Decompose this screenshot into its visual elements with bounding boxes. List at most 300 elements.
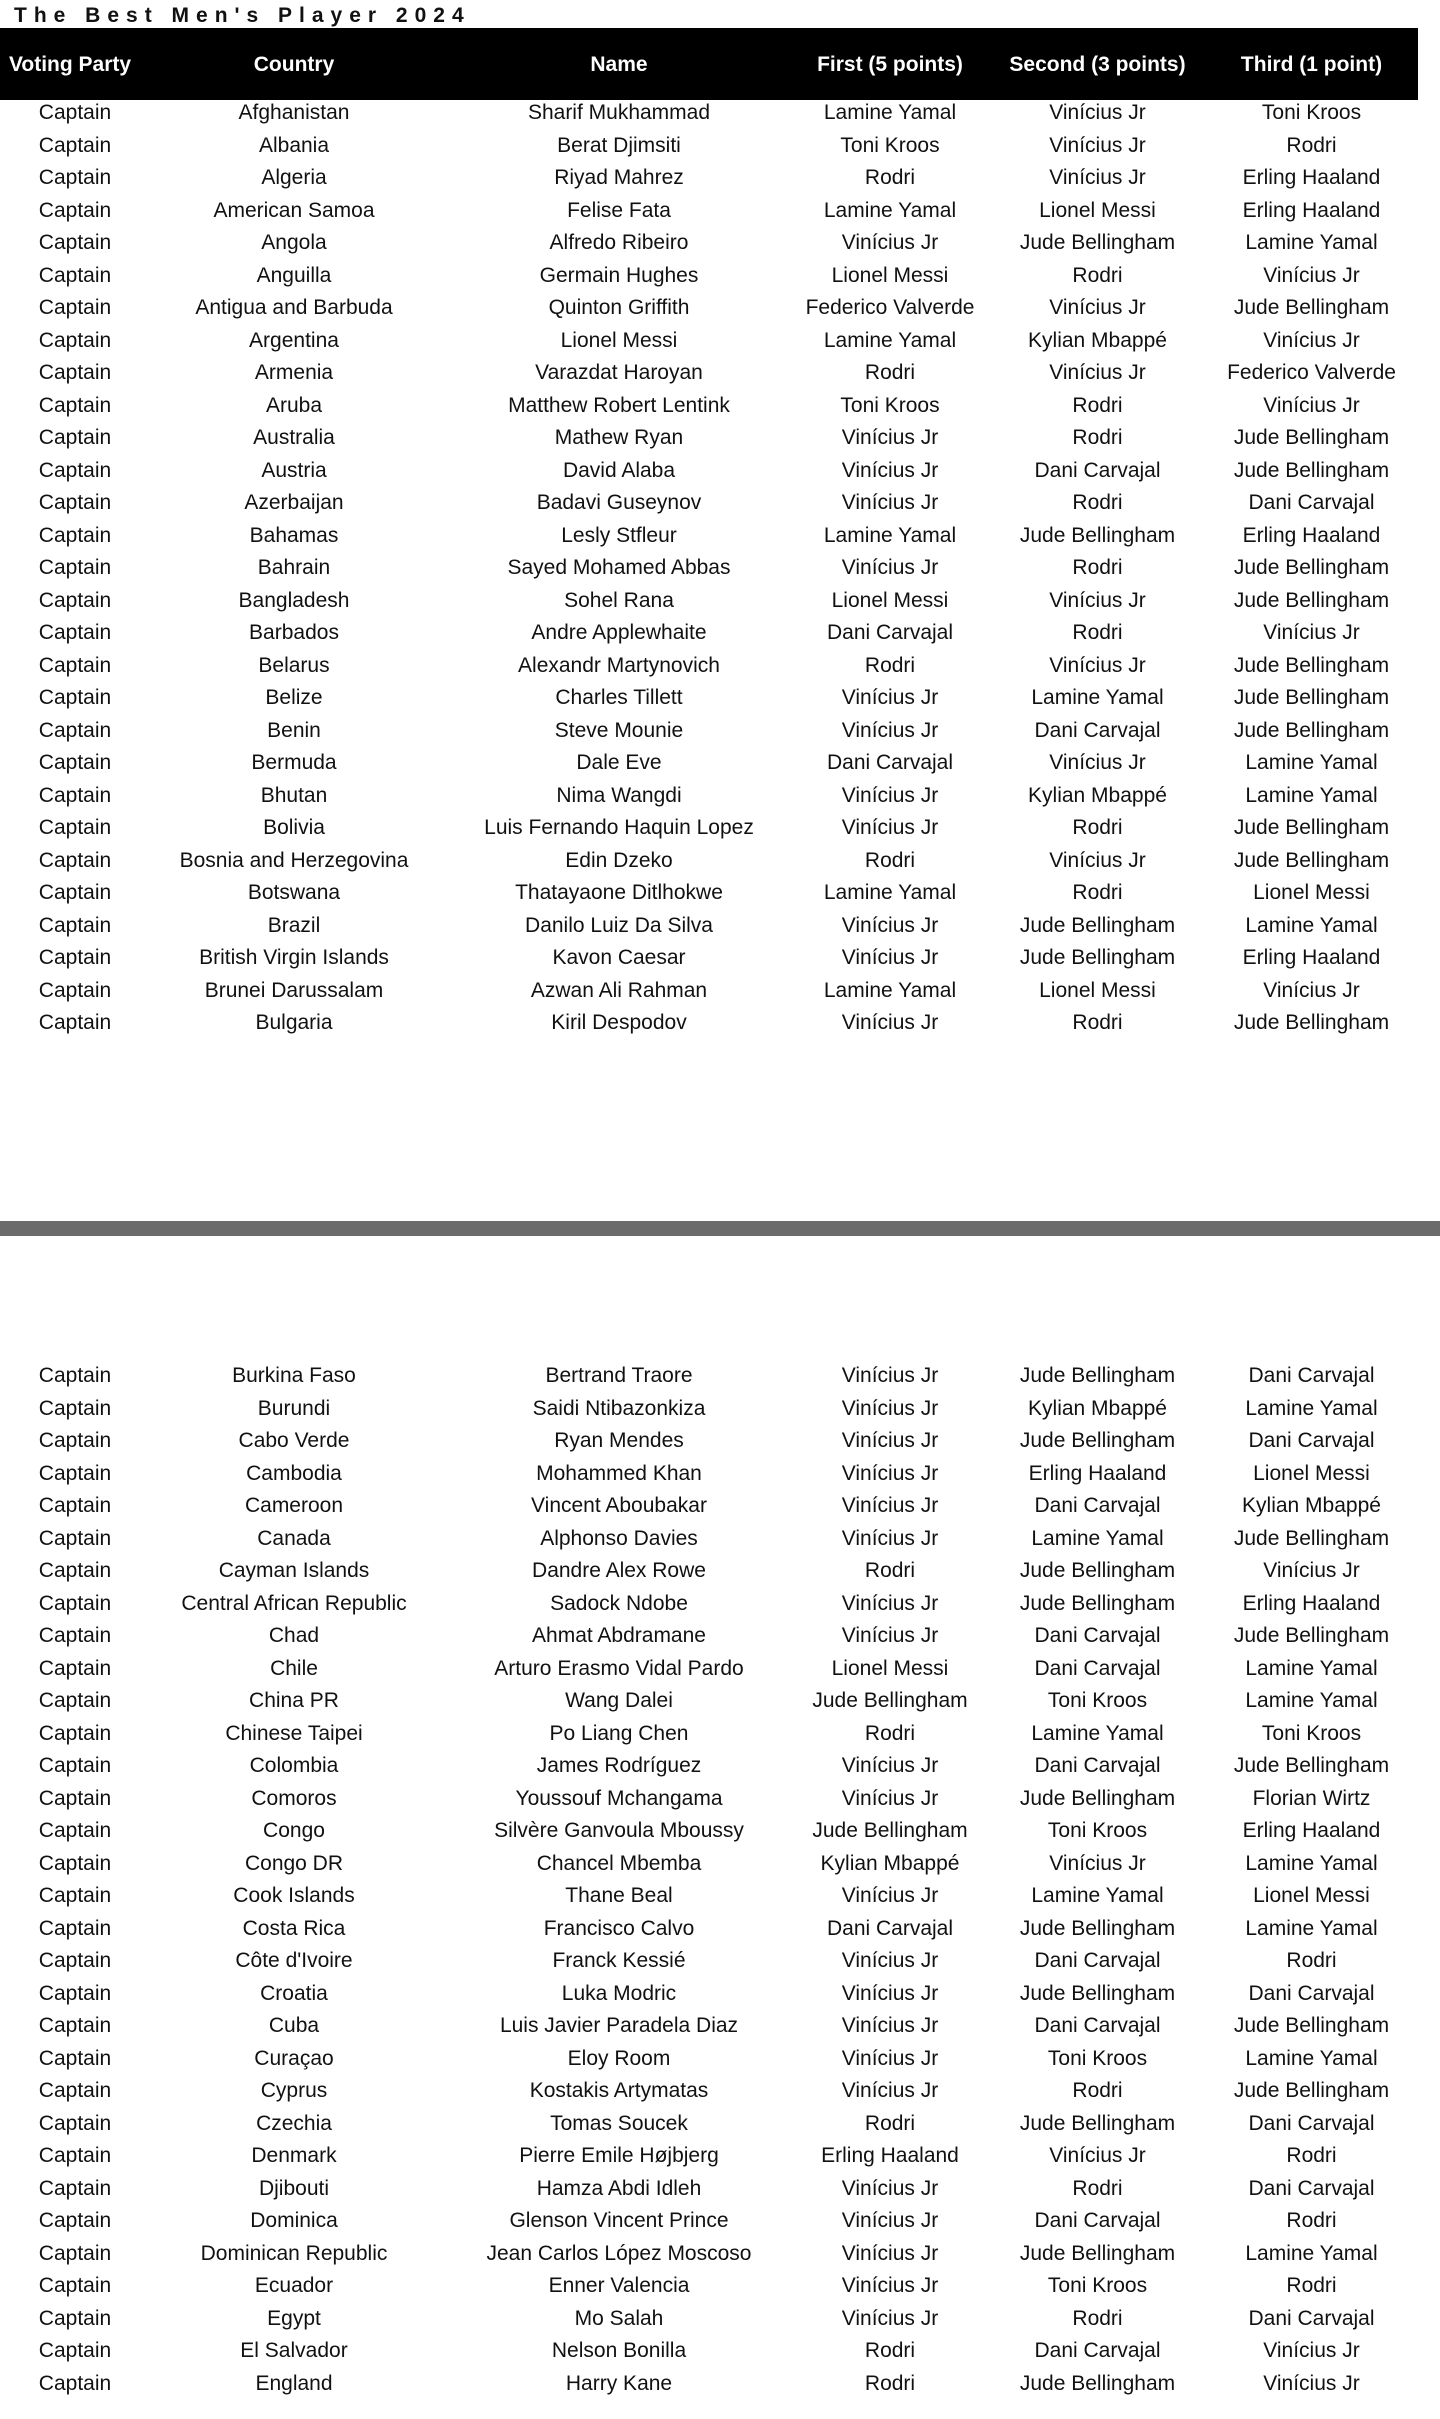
cell-third-choice: Lionel Messi — [1253, 1884, 1370, 1907]
cell-country: Chile — [270, 1656, 318, 1680]
cell-voting-party: Captain — [38, 426, 112, 449]
cell-second-choice: Vinícius Jr — [1049, 751, 1146, 774]
cell-country: Armenia — [254, 361, 334, 384]
cell-name: Tomas Soucek — [550, 2111, 688, 2135]
cell-name: David Alaba — [562, 458, 676, 482]
cell-first-choice: Lamine Yamal — [823, 328, 957, 352]
cell-country: Argentina — [249, 328, 339, 352]
cell-second-choice: Rodri — [1072, 2176, 1123, 2200]
cell-first-choice: Vinícius Jr — [841, 783, 939, 807]
cell-first-choice: Vinícius Jr — [841, 1624, 939, 1647]
table-row — [0, 1653, 1418, 1686]
cell-third-choice: Vinícius Jr — [1263, 2339, 1360, 2362]
cell-country: Dominican Republic — [200, 2241, 388, 2265]
cell-third-choice: Lamine Yamal — [1245, 2046, 1378, 2070]
cell-voting-party: Captain — [38, 783, 112, 807]
table-row — [0, 1360, 1418, 1393]
header-name: Name — [590, 52, 648, 76]
cell-second-choice: Toni Kroos — [1047, 2274, 1148, 2297]
cell-second-choice: Rodri — [1072, 556, 1123, 579]
cell-first-choice: Lamine Yamal — [823, 198, 957, 222]
cell-third-choice: Erling Haaland — [1242, 1591, 1381, 1615]
cell-name: Youssouf Mchangama — [515, 1786, 723, 1810]
cell-name: Alfredo Ribeiro — [549, 231, 689, 254]
cell-voting-party: Captain — [38, 458, 112, 482]
cell-third-choice: Florian Wirtz — [1252, 1786, 1371, 1810]
cell-second-choice: Jude Bellingham — [1019, 2111, 1176, 2135]
cell-name: Luis Javier Paradela Diaz — [499, 2014, 739, 2037]
cell-second-choice: Lamine Yamal — [1031, 686, 1164, 709]
cell-first-choice: Erling Haaland — [821, 2144, 959, 2167]
cell-first-choice: Vinícius Jr — [841, 913, 939, 937]
cell-first-choice: Lamine Yamal — [823, 101, 957, 124]
cell-name: Mathew Ryan — [554, 426, 684, 449]
cell-name: Chancel Mbemba — [536, 1851, 702, 1875]
cell-country: Bahamas — [249, 523, 339, 547]
cell-second-choice: Jude Bellingham — [1019, 2241, 1176, 2265]
cell-name: Jean Carlos López Moscoso — [486, 2241, 752, 2265]
cell-voting-party: Captain — [38, 2339, 112, 2362]
cell-second-choice: Rodri — [1072, 393, 1123, 417]
cell-name: Ryan Mendes — [554, 1429, 684, 1452]
cell-name: Kostakis Artymatas — [529, 2079, 709, 2102]
cell-country: British Virgin Islands — [199, 946, 389, 969]
cell-second-choice: Kylian Mbappé — [1028, 1396, 1167, 1420]
cell-voting-party: Captain — [38, 523, 112, 547]
cell-name: Kavon Caesar — [552, 946, 686, 969]
table-row — [0, 1685, 1418, 1718]
cell-name: Sadock Ndobe — [550, 1591, 688, 1615]
table-row — [0, 747, 1418, 780]
cell-second-choice: Jude Bellingham — [1019, 1591, 1176, 1615]
cell-first-choice: Lamine Yamal — [823, 523, 957, 547]
table-row — [0, 585, 1418, 618]
cell-second-choice: Vinícius Jr — [1049, 588, 1146, 612]
cell-first-choice: Vinícius Jr — [841, 2079, 939, 2102]
cell-country: American Samoa — [213, 198, 375, 222]
cell-second-choice: Jude Bellingham — [1019, 231, 1176, 254]
cell-country: Azerbaijan — [244, 491, 344, 514]
cell-second-choice: Jude Bellingham — [1019, 2371, 1176, 2395]
cell-voting-party: Captain — [38, 296, 112, 319]
table-row — [0, 650, 1418, 683]
cell-second-choice: Toni Kroos — [1047, 1689, 1148, 1712]
cell-voting-party: Captain — [38, 913, 112, 937]
cell-country: Curaçao — [254, 2046, 334, 2070]
cell-third-choice: Lamine Yamal — [1245, 1916, 1378, 1940]
table-row — [0, 552, 1418, 585]
cell-third-choice: Jude Bellingham — [1233, 1624, 1390, 1647]
cell-country: Antigua and Barbuda — [195, 296, 393, 319]
cell-voting-party: Captain — [38, 231, 112, 254]
cell-voting-party: Captain — [38, 2241, 112, 2265]
header-voting-party: Voting Party — [8, 52, 132, 76]
cell-first-choice: Lionel Messi — [831, 1656, 949, 1680]
cell-country: Chinese Taipei — [225, 1721, 363, 1745]
cell-name: Vincent Aboubakar — [531, 1494, 707, 1517]
cell-country: Congo — [263, 1819, 325, 1842]
cell-third-choice: Jude Bellingham — [1233, 718, 1390, 742]
cell-name: Hamza Abdi Idleh — [536, 2176, 702, 2200]
cell-name: Sohel Rana — [564, 588, 674, 612]
cell-first-choice: Lionel Messi — [831, 588, 949, 612]
cell-first-choice: Vinícius Jr — [841, 2209, 939, 2232]
cell-name: Azwan Ali Rahman — [530, 978, 708, 1002]
cell-second-choice: Dani Carvajal — [1034, 1754, 1161, 1777]
cell-third-choice: Jude Bellingham — [1233, 2079, 1390, 2102]
cell-name: James Rodríguez — [536, 1754, 702, 1777]
table-row — [0, 2270, 1418, 2303]
cell-country: Burundi — [257, 1396, 331, 1420]
table-row — [0, 1978, 1418, 2011]
cell-name: Germain Hughes — [539, 263, 699, 287]
cell-second-choice: Rodri — [1072, 621, 1123, 644]
cell-name: Silvère Ganvoula Mboussy — [494, 1819, 744, 1842]
cell-voting-party: Captain — [38, 1656, 112, 1680]
cell-name: Alexandr Martynovich — [518, 653, 720, 677]
cell-first-choice: Vinícius Jr — [841, 1754, 939, 1777]
table-row — [0, 1555, 1418, 1588]
cell-country: Brunei Darussalam — [204, 978, 384, 1002]
table-row — [0, 1458, 1418, 1491]
cell-first-choice: Vinícius Jr — [841, 1526, 939, 1550]
cell-third-choice: Toni Kroos — [1261, 101, 1362, 124]
table-row — [0, 1490, 1418, 1523]
table-row — [0, 942, 1418, 975]
cell-country: Cuba — [268, 2014, 320, 2037]
table-row — [0, 1620, 1418, 1653]
cell-voting-party: Captain — [38, 2144, 112, 2167]
cell-second-choice: Dani Carvajal — [1034, 2339, 1161, 2362]
cell-name: Andre Applewhaite — [531, 621, 707, 644]
cell-country: Anguilla — [256, 263, 332, 287]
cell-country: Croatia — [260, 1981, 328, 2005]
cell-first-choice: Lamine Yamal — [823, 978, 957, 1002]
cell-third-choice: Jude Bellingham — [1233, 686, 1390, 709]
cell-voting-party: Captain — [38, 1624, 112, 1647]
cell-third-choice: Rodri — [1286, 2144, 1337, 2167]
cell-voting-party: Captain — [38, 263, 112, 287]
cell-first-choice: Vinícius Jr — [841, 1981, 939, 2005]
cell-name: Enner Valencia — [548, 2274, 690, 2297]
cell-name: Wang Dalei — [565, 1689, 673, 1712]
cell-voting-party: Captain — [38, 946, 112, 969]
table-header — [0, 28, 1418, 100]
cell-third-choice: Rodri — [1286, 1949, 1337, 1972]
table-row — [0, 2140, 1418, 2173]
cell-third-choice: Jude Bellingham — [1233, 848, 1390, 872]
table-row — [0, 292, 1418, 325]
table-row — [0, 715, 1418, 748]
cell-country: Brazil — [267, 913, 321, 937]
table-row — [0, 195, 1418, 228]
cell-voting-party: Captain — [38, 1851, 112, 1875]
cell-third-choice: Lionel Messi — [1253, 1461, 1370, 1485]
table-row — [0, 2108, 1418, 2141]
cell-country: Côte d'Ivoire — [235, 1949, 353, 1972]
cell-name: Lesly Stfleur — [561, 523, 677, 547]
table-row — [0, 390, 1418, 423]
cell-second-choice: Jude Bellingham — [1019, 1916, 1176, 1940]
cell-country: Barbados — [249, 621, 339, 644]
cell-name: Badavi Guseynov — [536, 491, 702, 514]
cell-voting-party: Captain — [38, 1429, 112, 1452]
cell-third-choice: Erling Haaland — [1242, 946, 1381, 969]
cell-first-choice: Rodri — [864, 653, 916, 677]
cell-voting-party: Captain — [38, 1364, 112, 1387]
cell-first-choice: Lionel Messi — [831, 263, 949, 287]
table-row — [0, 97, 1418, 130]
cell-third-choice: Lamine Yamal — [1245, 1689, 1378, 1712]
cell-country: Ecuador — [254, 2274, 334, 2297]
cell-name: Felise Fata — [567, 198, 671, 222]
cell-first-choice: Vinícius Jr — [841, 2176, 939, 2200]
cell-third-choice: Lionel Messi — [1253, 881, 1370, 904]
cell-third-choice: Vinícius Jr — [1263, 1559, 1360, 1582]
cell-voting-party: Captain — [38, 198, 112, 222]
cell-name: Nima Wangdi — [556, 783, 682, 807]
cell-third-choice: Jude Bellingham — [1233, 1011, 1390, 1034]
cell-second-choice: Dani Carvajal — [1034, 2209, 1161, 2232]
cell-second-choice: Dani Carvajal — [1034, 1949, 1161, 1972]
table-row — [0, 2335, 1418, 2368]
cell-third-choice: Kylian Mbappé — [1242, 1494, 1381, 1517]
cell-first-choice: Rodri — [864, 361, 916, 384]
cell-name: Harry Kane — [565, 2371, 673, 2395]
cell-country: Bahrain — [257, 556, 331, 579]
cell-second-choice: Rodri — [1072, 881, 1123, 904]
cell-name: Danilo Luiz Da Silva — [525, 913, 713, 937]
cell-voting-party: Captain — [38, 1396, 112, 1420]
cell-first-choice: Vinícius Jr — [841, 2046, 939, 2070]
cell-first-choice: Vinícius Jr — [841, 2241, 939, 2265]
cell-third-choice: Vinícius Jr — [1263, 978, 1360, 1002]
cell-voting-party: Captain — [38, 1819, 112, 1842]
cell-first-choice: Jude Bellingham — [812, 1689, 968, 1712]
cell-third-choice: Jude Bellingham — [1233, 588, 1390, 612]
table-row — [0, 130, 1418, 163]
cell-country: Australia — [253, 426, 335, 449]
cell-name: Glenson Vincent Prince — [509, 2209, 729, 2232]
cell-name: Steve Mounie — [554, 718, 684, 742]
table-body-page-2 — [0, 1360, 1418, 2400]
cell-second-choice: Vinícius Jr — [1049, 653, 1146, 677]
document-title: The Best Men's Player 2024 — [14, 4, 471, 27]
cell-voting-party: Captain — [38, 101, 112, 124]
cell-second-choice: Dani Carvajal — [1034, 1494, 1161, 1517]
cell-first-choice: Vinícius Jr — [841, 231, 939, 254]
cell-voting-party: Captain — [38, 2176, 112, 2200]
table-row — [0, 1848, 1418, 1881]
table-row — [0, 780, 1418, 813]
table-row — [0, 1783, 1418, 1816]
cell-second-choice: Rodri — [1072, 1011, 1123, 1034]
cell-voting-party: Captain — [38, 588, 112, 612]
cell-name: Thatayaone Ditlhokwe — [515, 881, 723, 904]
cell-voting-party: Captain — [38, 978, 112, 1002]
cell-country: Algeria — [261, 166, 327, 189]
cell-name: Francisco Calvo — [543, 1916, 695, 1940]
cell-third-choice: Jude Bellingham — [1233, 296, 1390, 319]
cell-second-choice: Rodri — [1072, 491, 1123, 514]
table-row — [0, 1007, 1418, 1040]
table-row — [0, 227, 1418, 260]
table-row — [0, 845, 1418, 878]
cell-third-choice: Jude Bellingham — [1233, 458, 1390, 482]
cell-voting-party: Captain — [38, 2111, 112, 2135]
cell-country: Egypt — [267, 2306, 321, 2330]
cell-third-choice: Toni Kroos — [1261, 1721, 1362, 1745]
cell-country: Canada — [257, 1526, 331, 1550]
cell-name: Mo Salah — [574, 2306, 664, 2330]
table-row — [0, 2075, 1418, 2108]
cell-third-choice: Federico Valverde — [1227, 361, 1396, 384]
cell-second-choice: Jude Bellingham — [1019, 1559, 1176, 1582]
cell-second-choice: Vinícius Jr — [1049, 166, 1146, 189]
table-row — [0, 1425, 1418, 1458]
cell-country: Austria — [261, 458, 327, 482]
cell-second-choice: Vinícius Jr — [1049, 133, 1146, 157]
cell-first-choice: Rodri — [864, 2339, 916, 2362]
cell-name: Arturo Erasmo Vidal Pardo — [494, 1656, 744, 1680]
cell-country: Central African Republic — [181, 1591, 407, 1615]
cell-name: Lionel Messi — [560, 328, 678, 352]
cell-third-choice: Jude Bellingham — [1233, 653, 1390, 677]
cell-first-choice: Vinícius Jr — [841, 2274, 939, 2297]
cell-name: Sayed Mohamed Abbas — [507, 556, 731, 579]
cell-third-choice: Lamine Yamal — [1245, 1396, 1378, 1420]
cell-second-choice: Lamine Yamal — [1031, 1884, 1164, 1907]
cell-name: Thane Beal — [565, 1884, 673, 1907]
cell-third-choice: Dani Carvajal — [1248, 1981, 1375, 2005]
cell-voting-party: Captain — [38, 1461, 112, 1485]
header-country: Country — [253, 52, 335, 76]
cell-second-choice: Toni Kroos — [1047, 2046, 1148, 2070]
cell-third-choice: Dani Carvajal — [1248, 2111, 1375, 2135]
cell-name: Quinton Griffith — [548, 296, 690, 319]
table-row — [0, 2043, 1418, 2076]
cell-second-choice: Rodri — [1072, 2079, 1123, 2102]
cell-second-choice: Vinícius Jr — [1049, 848, 1146, 872]
cell-third-choice: Dani Carvajal — [1248, 2176, 1375, 2200]
table-row — [0, 162, 1418, 195]
cell-country: China PR — [249, 1689, 339, 1712]
cell-first-choice: Rodri — [864, 2371, 916, 2395]
cell-first-choice: Dani Carvajal — [826, 751, 954, 774]
cell-first-choice: Toni Kroos — [840, 133, 940, 157]
cell-name: Luka Modric — [561, 1981, 677, 2005]
cell-voting-party: Captain — [38, 361, 112, 384]
table-row — [0, 2368, 1418, 2401]
table-row — [0, 1718, 1418, 1751]
cell-second-choice: Rodri — [1072, 426, 1123, 449]
table-body-page-1 — [0, 97, 1418, 1040]
cell-first-choice: Vinícius Jr — [841, 1461, 939, 1485]
cell-voting-party: Captain — [38, 2046, 112, 2070]
cell-voting-party: Captain — [38, 2079, 112, 2102]
cell-country: Colombia — [249, 1754, 339, 1777]
table-row — [0, 1393, 1418, 1426]
cell-country: Cabo Verde — [238, 1429, 350, 1452]
cell-country: Burkina Faso — [232, 1364, 356, 1387]
cell-second-choice: Lamine Yamal — [1031, 1526, 1164, 1550]
cell-country: El Salvador — [240, 2339, 348, 2362]
cell-voting-party: Captain — [38, 1526, 112, 1550]
cell-voting-party: Captain — [38, 2209, 112, 2232]
cell-third-choice: Erling Haaland — [1242, 523, 1381, 547]
table-row — [0, 1880, 1418, 1913]
cell-voting-party: Captain — [38, 1786, 112, 1810]
cell-third-choice: Dani Carvajal — [1248, 491, 1375, 514]
table-row — [0, 910, 1418, 943]
cell-second-choice: Lionel Messi — [1039, 978, 1156, 1002]
cell-second-choice: Jude Bellingham — [1019, 1786, 1176, 1810]
cell-first-choice: Jude Bellingham — [812, 1819, 968, 1842]
cell-name: Eloy Room — [567, 2046, 671, 2070]
cell-third-choice: Lamine Yamal — [1245, 2241, 1378, 2265]
cell-voting-party: Captain — [38, 1916, 112, 1940]
table-row — [0, 520, 1418, 553]
cell-name: Kiril Despodov — [551, 1011, 687, 1034]
cell-first-choice: Vinícius Jr — [841, 458, 939, 482]
cell-country: Congo DR — [244, 1851, 344, 1875]
cell-voting-party: Captain — [38, 2306, 112, 2330]
cell-country: Bolivia — [263, 816, 325, 839]
table-row — [0, 357, 1418, 390]
table-row — [0, 455, 1418, 488]
cell-voting-party: Captain — [38, 1721, 112, 1745]
cell-voting-party: Captain — [38, 1949, 112, 1972]
cell-voting-party: Captain — [38, 1011, 112, 1034]
cell-first-choice: Federico Valverde — [805, 296, 975, 319]
cell-country: England — [255, 2371, 333, 2395]
cell-name: Edin Dzeko — [565, 848, 673, 872]
cell-second-choice: Jude Bellingham — [1019, 913, 1176, 937]
table-row — [0, 2303, 1418, 2336]
cell-country: Aruba — [265, 393, 323, 417]
cell-second-choice: Toni Kroos — [1047, 1819, 1148, 1842]
table-row — [0, 260, 1418, 293]
cell-first-choice: Vinícius Jr — [841, 1396, 939, 1420]
cell-country: Dominica — [250, 2209, 338, 2232]
cell-third-choice: Erling Haaland — [1242, 198, 1381, 222]
cell-voting-party: Captain — [38, 718, 112, 742]
table-row — [0, 422, 1418, 455]
cell-third-choice: Vinícius Jr — [1263, 393, 1360, 417]
cell-country: Cayman Islands — [218, 1559, 370, 1582]
cell-second-choice: Vinícius Jr — [1049, 296, 1146, 319]
cell-first-choice: Dani Carvajal — [826, 1916, 954, 1940]
cell-second-choice: Dani Carvajal — [1034, 1624, 1161, 1647]
cell-third-choice: Vinícius Jr — [1263, 2371, 1360, 2395]
cell-first-choice: Vinícius Jr — [841, 718, 939, 742]
cell-first-choice: Vinícius Jr — [841, 556, 939, 579]
cell-first-choice: Vinícius Jr — [841, 1011, 939, 1034]
table-row — [0, 2173, 1418, 2206]
cell-third-choice: Jude Bellingham — [1233, 816, 1390, 839]
cell-second-choice: Lamine Yamal — [1031, 1721, 1164, 1745]
cell-country: Costa Rica — [242, 1916, 346, 1940]
cell-country: Botswana — [247, 881, 341, 904]
cell-first-choice: Vinícius Jr — [841, 426, 939, 449]
cell-third-choice: Rodri — [1286, 2274, 1337, 2297]
cell-name: Riyad Mahrez — [554, 166, 684, 189]
cell-second-choice: Rodri — [1072, 263, 1123, 287]
cell-second-choice: Jude Bellingham — [1019, 523, 1176, 547]
cell-voting-party: Captain — [38, 686, 112, 709]
cell-third-choice: Vinícius Jr — [1263, 263, 1360, 287]
table-row — [0, 2205, 1418, 2238]
